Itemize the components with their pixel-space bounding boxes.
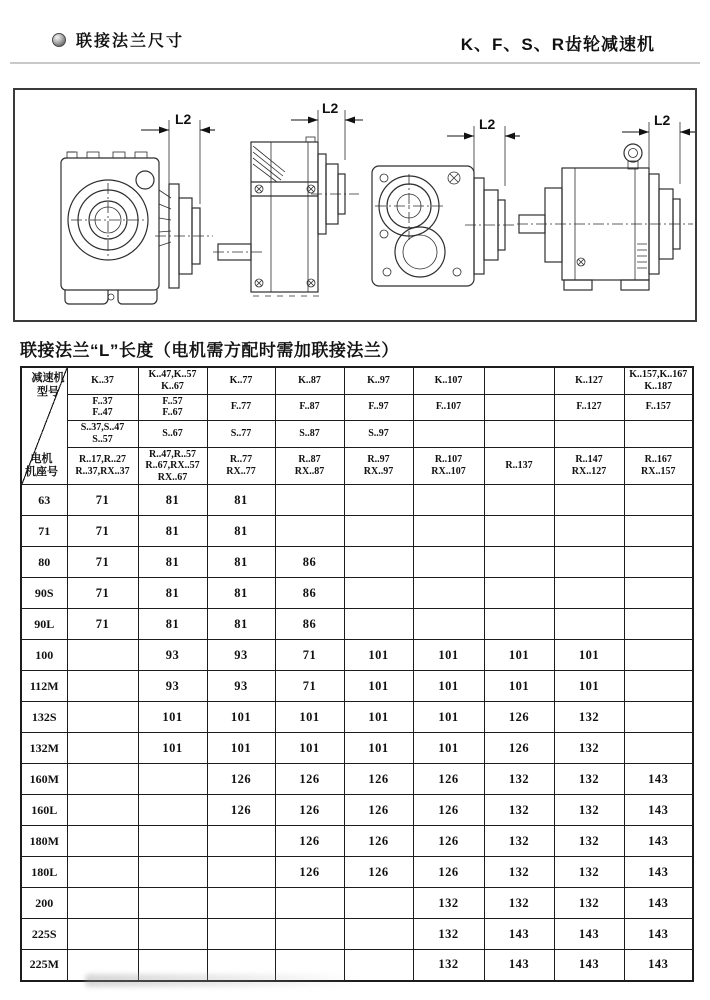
empty-value-cell: [207, 857, 275, 888]
model-header-cell: S..97: [344, 420, 413, 447]
l-length-value: 143: [624, 919, 693, 950]
table-row-90s: [21, 578, 693, 609]
model-header-cell: S..77: [207, 420, 275, 447]
l-length-value: 143: [624, 950, 693, 981]
l-length-value: 86: [275, 609, 344, 640]
table-row-63: [21, 485, 693, 516]
l-length-value: 101: [207, 733, 275, 764]
l-length-value: 132: [554, 857, 624, 888]
l-length-value: 132: [484, 795, 554, 826]
empty-value-cell: [413, 578, 484, 609]
l-length-value: 132: [554, 826, 624, 857]
l-length-value: 132: [413, 888, 484, 919]
l-length-value: 126: [275, 764, 344, 795]
l-length-value: 101: [413, 702, 484, 733]
empty-value-cell: [484, 485, 554, 516]
empty-value-cell: [275, 919, 344, 950]
l-length-value: 132: [413, 950, 484, 981]
motor-frame-label: 63: [21, 485, 67, 516]
corner-label-motor-frame: 电机 机座号: [25, 452, 58, 479]
empty-value-cell: [67, 919, 138, 950]
model-header-cell: F..127: [554, 394, 624, 420]
l-length-value: 126: [344, 764, 413, 795]
l-length-value: 126: [413, 764, 484, 795]
model-header-cell: R..167 RX..157: [624, 447, 693, 485]
l-length-value: 132: [484, 857, 554, 888]
section-header: [52, 28, 184, 51]
l-length-value: 81: [207, 516, 275, 547]
empty-value-cell: [207, 826, 275, 857]
empty-value-cell: [624, 578, 693, 609]
l-length-value: 101: [344, 702, 413, 733]
empty-value-cell: [67, 640, 138, 671]
l-length-value: 143: [624, 826, 693, 857]
l-length-value: 126: [344, 857, 413, 888]
l-length-value: 81: [207, 547, 275, 578]
empty-value-cell: [624, 609, 693, 640]
l-length-value: 101: [275, 733, 344, 764]
empty-value-cell: [275, 485, 344, 516]
product-title: K、F、S、R齿轮减速机: [460, 35, 655, 54]
empty-value-cell: [624, 547, 693, 578]
model-header-cell: K..127: [554, 367, 624, 394]
l-length-value: 93: [207, 671, 275, 702]
l-length-value: 126: [275, 795, 344, 826]
empty-value-cell: [67, 671, 138, 702]
l-length-value: 93: [207, 640, 275, 671]
l-length-value: 81: [138, 578, 207, 609]
l-length-value: 132: [554, 702, 624, 733]
l2-dim-label: L2: [654, 112, 671, 128]
empty-value-cell: [344, 888, 413, 919]
model-header-cell: R..147 RX..127: [554, 447, 624, 485]
empty-value-cell: [344, 485, 413, 516]
model-header-cell: K..37: [67, 367, 138, 394]
empty-value-cell: [624, 485, 693, 516]
l-length-value: 101: [413, 640, 484, 671]
empty-value-cell: [344, 547, 413, 578]
empty-value-cell: [554, 578, 624, 609]
motor-frame-label: 225S: [21, 919, 67, 950]
s-series-gearbox-drawing: [23, 94, 215, 320]
l-length-value: 126: [413, 826, 484, 857]
l-length-value: 101: [138, 702, 207, 733]
l-length-value: 101: [484, 640, 554, 671]
l2-dim-label: L2: [322, 100, 339, 116]
l-length-value: 126: [484, 733, 554, 764]
l-length-value: 101: [554, 671, 624, 702]
empty-value-cell: [554, 485, 624, 516]
model-header-cell: K..77: [207, 367, 275, 394]
motor-frame-label: 100: [21, 640, 67, 671]
l-length-value: 101: [484, 671, 554, 702]
motor-frame-label: 132S: [21, 702, 67, 733]
model-header-cell: R..87 RX..87: [275, 447, 344, 485]
flange-length-table: [20, 366, 694, 982]
table-row-132m: [21, 733, 693, 764]
model-header-cell: F..37 F..47: [67, 394, 138, 420]
l-length-value: 126: [484, 702, 554, 733]
k-series-gearbox-drawing: [357, 94, 520, 320]
empty-value-cell: [624, 671, 693, 702]
empty-value-cell: [624, 702, 693, 733]
empty-value-cell: [554, 547, 624, 578]
l-length-value: 132: [484, 826, 554, 857]
table-row-90l: [21, 609, 693, 640]
l-length-value: 132: [554, 764, 624, 795]
table-row-160m: [21, 764, 693, 795]
motor-frame-label: 71: [21, 516, 67, 547]
empty-value-cell: [67, 795, 138, 826]
empty-value-cell: [624, 733, 693, 764]
empty-header-cell: [624, 420, 693, 447]
empty-value-cell: [207, 919, 275, 950]
series-row-r: [21, 447, 693, 485]
series-row-f: [21, 394, 693, 420]
l-length-value: 101: [344, 640, 413, 671]
flange-table-head: [21, 367, 693, 485]
f-series-gearbox-drawing: [213, 94, 363, 320]
corner-label-reducer-model: 减速机 型号: [31, 372, 65, 398]
table-row-200: [21, 888, 693, 919]
empty-header-cell: [413, 420, 484, 447]
empty-value-cell: [67, 857, 138, 888]
l-length-value: 126: [207, 795, 275, 826]
section-title: 联接法兰尺寸: [76, 33, 185, 50]
empty-value-cell: [344, 516, 413, 547]
model-header-cell: F..77: [207, 394, 275, 420]
l-length-value: 132: [484, 888, 554, 919]
l-length-value: 101: [413, 671, 484, 702]
model-header-cell: F..157: [624, 394, 693, 420]
l-length-value: 101: [413, 733, 484, 764]
l-length-value: 126: [413, 795, 484, 826]
motor-frame-label: 80: [21, 547, 67, 578]
motor-frame-label: 200: [21, 888, 67, 919]
l-length-value: 71: [67, 547, 138, 578]
empty-value-cell: [484, 547, 554, 578]
motor-frame-label: 225M: [21, 950, 67, 981]
l-length-value: 81: [207, 609, 275, 640]
l-length-value: 86: [275, 547, 344, 578]
corner-diagonal-cell: [21, 367, 67, 485]
empty-header-cell: [484, 367, 554, 394]
empty-value-cell: [138, 826, 207, 857]
table-row-80: [21, 547, 693, 578]
scan-smudge: [85, 974, 360, 987]
motor-frame-label: 160M: [21, 764, 67, 795]
l-length-value: 101: [207, 702, 275, 733]
series-row-s: [21, 420, 693, 447]
l-length-value: 81: [207, 485, 275, 516]
l-length-value: 81: [138, 485, 207, 516]
l-length-value: 101: [275, 702, 344, 733]
motor-frame-label: 160L: [21, 795, 67, 826]
empty-value-cell: [554, 609, 624, 640]
l-length-value: 81: [207, 578, 275, 609]
empty-value-cell: [67, 764, 138, 795]
empty-header-cell: [484, 420, 554, 447]
empty-value-cell: [484, 516, 554, 547]
empty-value-cell: [624, 640, 693, 671]
header-divider: [10, 62, 700, 64]
empty-value-cell: [67, 702, 138, 733]
model-header-cell: R..17,R..27 R..37,RX..37: [67, 447, 138, 485]
model-header-cell: R..97 RX..97: [344, 447, 413, 485]
l-length-value: 132: [554, 733, 624, 764]
motor-frame-label: 180M: [21, 826, 67, 857]
l-length-value: 126: [207, 764, 275, 795]
model-header-cell: R..107 RX..107: [413, 447, 484, 485]
empty-header-cell: [484, 394, 554, 420]
l-length-value: 71: [275, 671, 344, 702]
l-length-value: 143: [554, 950, 624, 981]
empty-value-cell: [138, 857, 207, 888]
empty-value-cell: [138, 919, 207, 950]
table-row-71: [21, 516, 693, 547]
l-length-value: 93: [138, 671, 207, 702]
l-length-value: 143: [624, 888, 693, 919]
empty-value-cell: [484, 609, 554, 640]
l-length-value: 71: [275, 640, 344, 671]
series-row-k: [21, 367, 693, 394]
empty-value-cell: [413, 485, 484, 516]
table-row-112m: [21, 671, 693, 702]
l-length-value: 101: [344, 733, 413, 764]
l2-dim-label: L2: [479, 116, 496, 132]
empty-value-cell: [344, 609, 413, 640]
model-header-cell: S..67: [138, 420, 207, 447]
empty-value-cell: [67, 733, 138, 764]
empty-value-cell: [413, 547, 484, 578]
empty-value-cell: [138, 764, 207, 795]
table-row-132s: [21, 702, 693, 733]
l-length-value: 143: [624, 764, 693, 795]
l-length-value: 126: [344, 826, 413, 857]
table-title: 联接法兰“L”长度（电机需方配时需加联接法兰）: [20, 341, 399, 360]
motor-frame-label: 180L: [21, 857, 67, 888]
table-row-225s: [21, 919, 693, 950]
model-header-cell: S..87: [275, 420, 344, 447]
l-length-value: 126: [344, 795, 413, 826]
l-length-value: 126: [275, 826, 344, 857]
empty-value-cell: [554, 516, 624, 547]
empty-value-cell: [624, 516, 693, 547]
l-length-value: 143: [624, 795, 693, 826]
model-header-cell: F..57 F..67: [138, 394, 207, 420]
table-row-160l: [21, 795, 693, 826]
l-length-value: 132: [554, 795, 624, 826]
model-header-cell: K..87: [275, 367, 344, 394]
empty-value-cell: [413, 609, 484, 640]
l-length-value: 101: [138, 733, 207, 764]
model-header-cell: F..97: [344, 394, 413, 420]
empty-value-cell: [484, 578, 554, 609]
l-length-value: 132: [554, 888, 624, 919]
empty-value-cell: [207, 888, 275, 919]
empty-value-cell: [138, 795, 207, 826]
empty-value-cell: [67, 826, 138, 857]
l-length-value: 71: [67, 609, 138, 640]
empty-value-cell: [275, 516, 344, 547]
motor-frame-label: 90L: [21, 609, 67, 640]
empty-value-cell: [413, 516, 484, 547]
table-row-180l: [21, 857, 693, 888]
l-length-value: 126: [275, 857, 344, 888]
model-header-cell: F..107: [413, 394, 484, 420]
model-header-cell: K..107: [413, 367, 484, 394]
empty-value-cell: [275, 888, 344, 919]
l2-dim-label: L2: [175, 111, 192, 127]
l-length-value: 143: [624, 857, 693, 888]
l-length-value: 143: [484, 919, 554, 950]
motor-frame-label: 90S: [21, 578, 67, 609]
l-length-value: 71: [67, 516, 138, 547]
l-length-value: 101: [554, 640, 624, 671]
drawings-frame: [13, 88, 697, 322]
l-length-value: 81: [138, 547, 207, 578]
model-header-cell: R..77 RX..77: [207, 447, 275, 485]
model-header-cell: R..47,R..57 R..67,RX..57 RX..67: [138, 447, 207, 485]
l-length-value: 132: [413, 919, 484, 950]
model-header-cell: R..137: [484, 447, 554, 485]
l-length-value: 93: [138, 640, 207, 671]
l-length-value: 81: [138, 516, 207, 547]
motor-frame-label: 112M: [21, 671, 67, 702]
r-series-gearbox-drawing: [517, 94, 695, 320]
model-header-cell: K..157,K..167 K..187: [624, 367, 693, 394]
l-length-value: 81: [138, 609, 207, 640]
empty-value-cell: [344, 578, 413, 609]
table-row-180m: [21, 826, 693, 857]
l-length-value: 143: [484, 950, 554, 981]
model-header-cell: K..97: [344, 367, 413, 394]
empty-header-cell: [554, 420, 624, 447]
l-length-value: 132: [484, 764, 554, 795]
l-length-value: 143: [554, 919, 624, 950]
l-length-value: 71: [67, 578, 138, 609]
empty-value-cell: [344, 919, 413, 950]
empty-value-cell: [138, 888, 207, 919]
model-header-cell: S..37,S..47 S..57: [67, 420, 138, 447]
model-header-cell: K..47,K..57 K..67: [138, 367, 207, 394]
table-row-100: [21, 640, 693, 671]
model-header-cell: F..87: [275, 394, 344, 420]
l-length-value: 71: [67, 485, 138, 516]
l-length-value: 101: [344, 671, 413, 702]
bullet-sphere-icon: [52, 33, 66, 47]
empty-value-cell: [67, 888, 138, 919]
flange-table-body: [21, 485, 693, 981]
motor-frame-label: 132M: [21, 733, 67, 764]
l-length-value: 126: [413, 857, 484, 888]
l-length-value: 86: [275, 578, 344, 609]
